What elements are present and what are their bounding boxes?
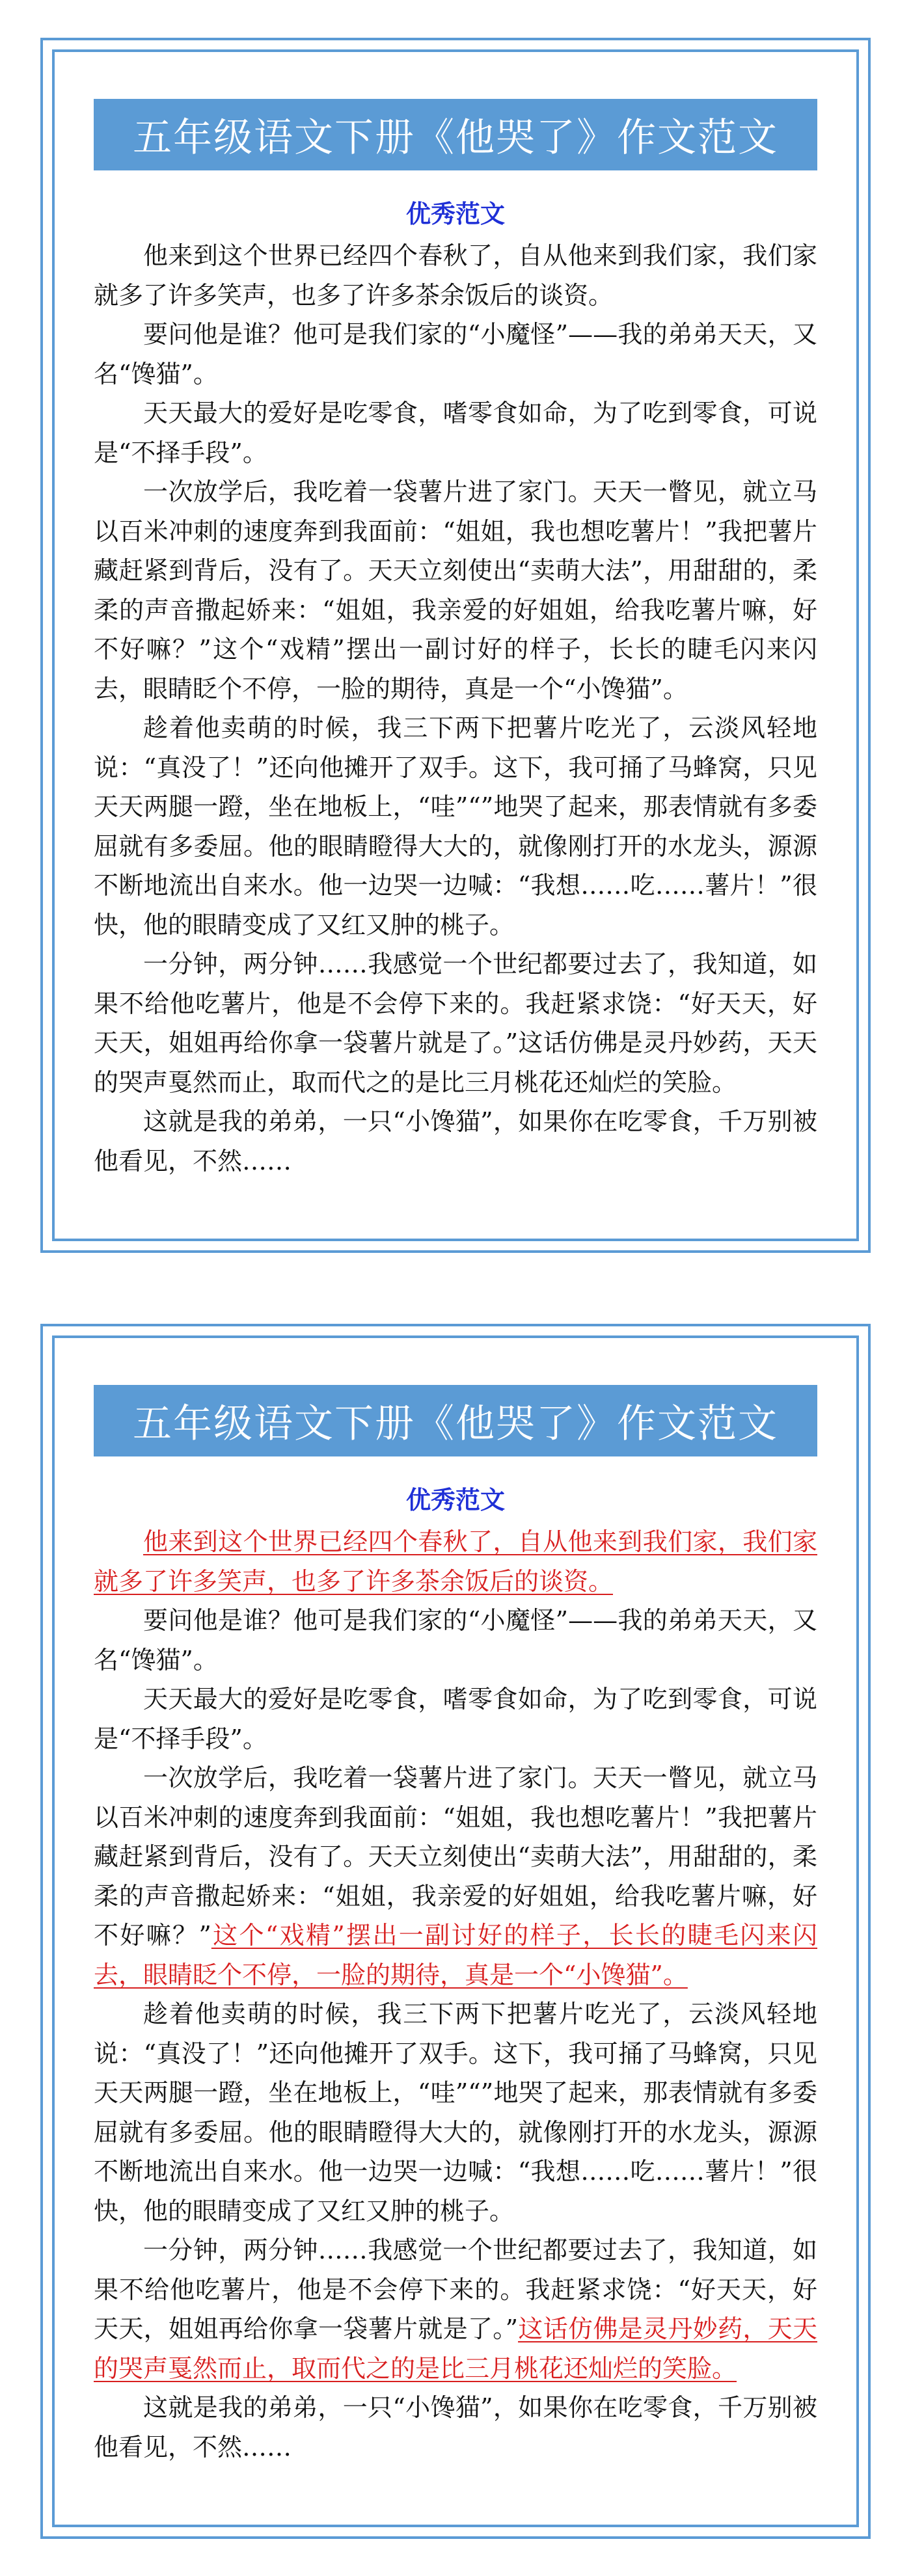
paragraph-3: 天天最大的爱好是吃零食，嗜零食如命，为了吃到零食，可说是“不择手段”。	[94, 399, 817, 467]
paragraph-7: 这就是我的弟弟，一只“小馋猫”，如果你在吃零食，千万别被他看见，不然……	[94, 2393, 817, 2462]
title-banner: 五年级语文下册《他哭了》作文范文	[94, 99, 817, 170]
paragraph-4	[94, 1758, 817, 1994]
essay-subtitle: 优秀范文	[405, 200, 505, 228]
paragraph-6-part-b: 这话仿佛是灵丹妙药，天天的哭声戛然而止，取而代之的是比三月桃花还灿烂的笑脸。	[94, 1028, 817, 1097]
paragraph-5: 趁着他卖萌的时候，我三下两下把薯片吃光了，云淡风轻地说：“真没了！”还向他摊开了双手。这下，我可捅了马蜂窝，只见天天两腿一蹬，坐在地板上，“哇”“”地哭了起来，那表情就有多委屈就有多委屈。他的眼睛瞪得大大的，就像刚打开的水龙头，源源不断地流出自来水。他一边哭一边喊：“我想……吃……薯片！”很快，他的眼睛变成了又红又肿的桃子。	[94, 714, 817, 939]
essay-card-inner	[52, 49, 859, 1241]
essay-card-inner	[52, 1335, 859, 2527]
paragraph-4-part-a: 一次放学后，我吃着一袋薯片进了家门。天天一瞥见，就立马以百米冲刺的速度奔到我面前：“姐姐，我也想吃薯片！”我把薯片藏赶紧到背后，没有了。天天立刻使出“卖萌大法”，用甜甜的，柔柔的声音撒起娇来：“姐姐，我亲爱的好姐姐，给我吃薯片嘛，好不好嘛？”	[94, 477, 817, 664]
paragraph-6-part-a: 一分钟，两分钟……我感觉一个世纪都要过去了，我知道，如果不给他吃薯片，他是不会停下来的。我赶紧求饶：“好天天，好天天，姐姐再给你拿一袋薯片就是了。”	[94, 2236, 817, 2343]
essay-card-plain	[40, 38, 871, 1253]
paragraph-4	[94, 472, 817, 708]
paragraph-4-part-a: 一次放学后，我吃着一袋薯片进了家门。天天一瞥见，就立马以百米冲刺的速度奔到我面前：“姐姐，我也想吃薯片！”我把薯片藏赶紧到背后，没有了。天天立刻使出“卖萌大法”，用甜甜的，柔柔的声音撒起娇来：“姐姐，我亲爱的好姐姐，给我吃薯片嘛，好不好嘛？”	[94, 1764, 817, 1950]
paragraph-2: 要问他是谁？他可是我们家的“小魔怪”——我的弟弟天天，又名“馋猫”。	[94, 1606, 817, 1674]
highlighted-sentence: 这个“戏精”摆出一副讨好的样子，长长的睫毛闪来闪去，眼睛眨个不停，一脸的期待，真是一个“小馋猫”。	[94, 1921, 818, 1989]
paragraph-1-highlighted	[94, 1522, 817, 1601]
paragraph-5: 趁着他卖萌的时候，我三下两下把薯片吃光了，云淡风轻地说：“真没了！”还向他摊开了双手。这下，我可捅了马蜂窝，只见天天两腿一蹬，坐在地板上，“哇”“”地哭了起来，那表情就有多委屈就有多委屈。他的眼睛瞪得大大的，就像刚打开的水龙头，源源不断地流出自来水。他一边哭一边喊：“我想……吃……薯片！”很快，他的眼睛变成了又红又肿的桃子。	[94, 2000, 817, 2225]
highlighted-sentence: 他来到这个世界已经四个春秋了，自从他来到我们家，我们家就多了许多笑声，也多了许多茶余饭后的谈资。	[94, 1527, 817, 1596]
highlighted-sentence: 这话仿佛是灵丹妙药，天天的哭声戛然而止，取而代之的是比三月桃花还灿烂的笑脸。	[94, 2314, 817, 2383]
paragraph-6	[94, 2231, 817, 2388]
paragraph-2: 要问他是谁？他可是我们家的“小魔怪”——我的弟弟天天，又名“馋猫”。	[94, 320, 817, 388]
paragraph-6-part-a: 一分钟，两分钟……我感觉一个世纪都要过去了，我知道，如果不给他吃薯片，他是不会停下来的。我赶紧求饶：“好天天，好天天，姐姐再给你拿一袋薯片就是了。”	[94, 950, 817, 1057]
essay-card-annotated	[40, 1324, 871, 2539]
paragraph-4-part-b: 这个“戏精”摆出一副讨好的样子，长长的睫毛闪来闪去，眼睛眨个不停，一脸的期待，真是一个“小馋猫”。	[94, 635, 818, 703]
paragraph-3: 天天最大的爱好是吃零食，嗜零食如命，为了吃到零食，可说是“不择手段”。	[94, 1685, 817, 1753]
paragraph-1: 他来到这个世界已经四个春秋了，自从他来到我们家，我们家就多了许多笑声，也多了许多茶余饭后的谈资。	[94, 241, 817, 310]
essay-subtitle: 优秀范文	[405, 1486, 505, 1514]
essay-body	[94, 1522, 817, 2467]
paragraph-7: 这就是我的弟弟，一只“小馋猫”，如果你在吃零食，千万别被他看见，不然……	[94, 1107, 817, 1175]
title-banner: 五年级语文下册《他哭了》作文范文	[94, 1385, 817, 1456]
essay-body	[94, 236, 817, 1181]
paragraph-6	[94, 945, 817, 1102]
